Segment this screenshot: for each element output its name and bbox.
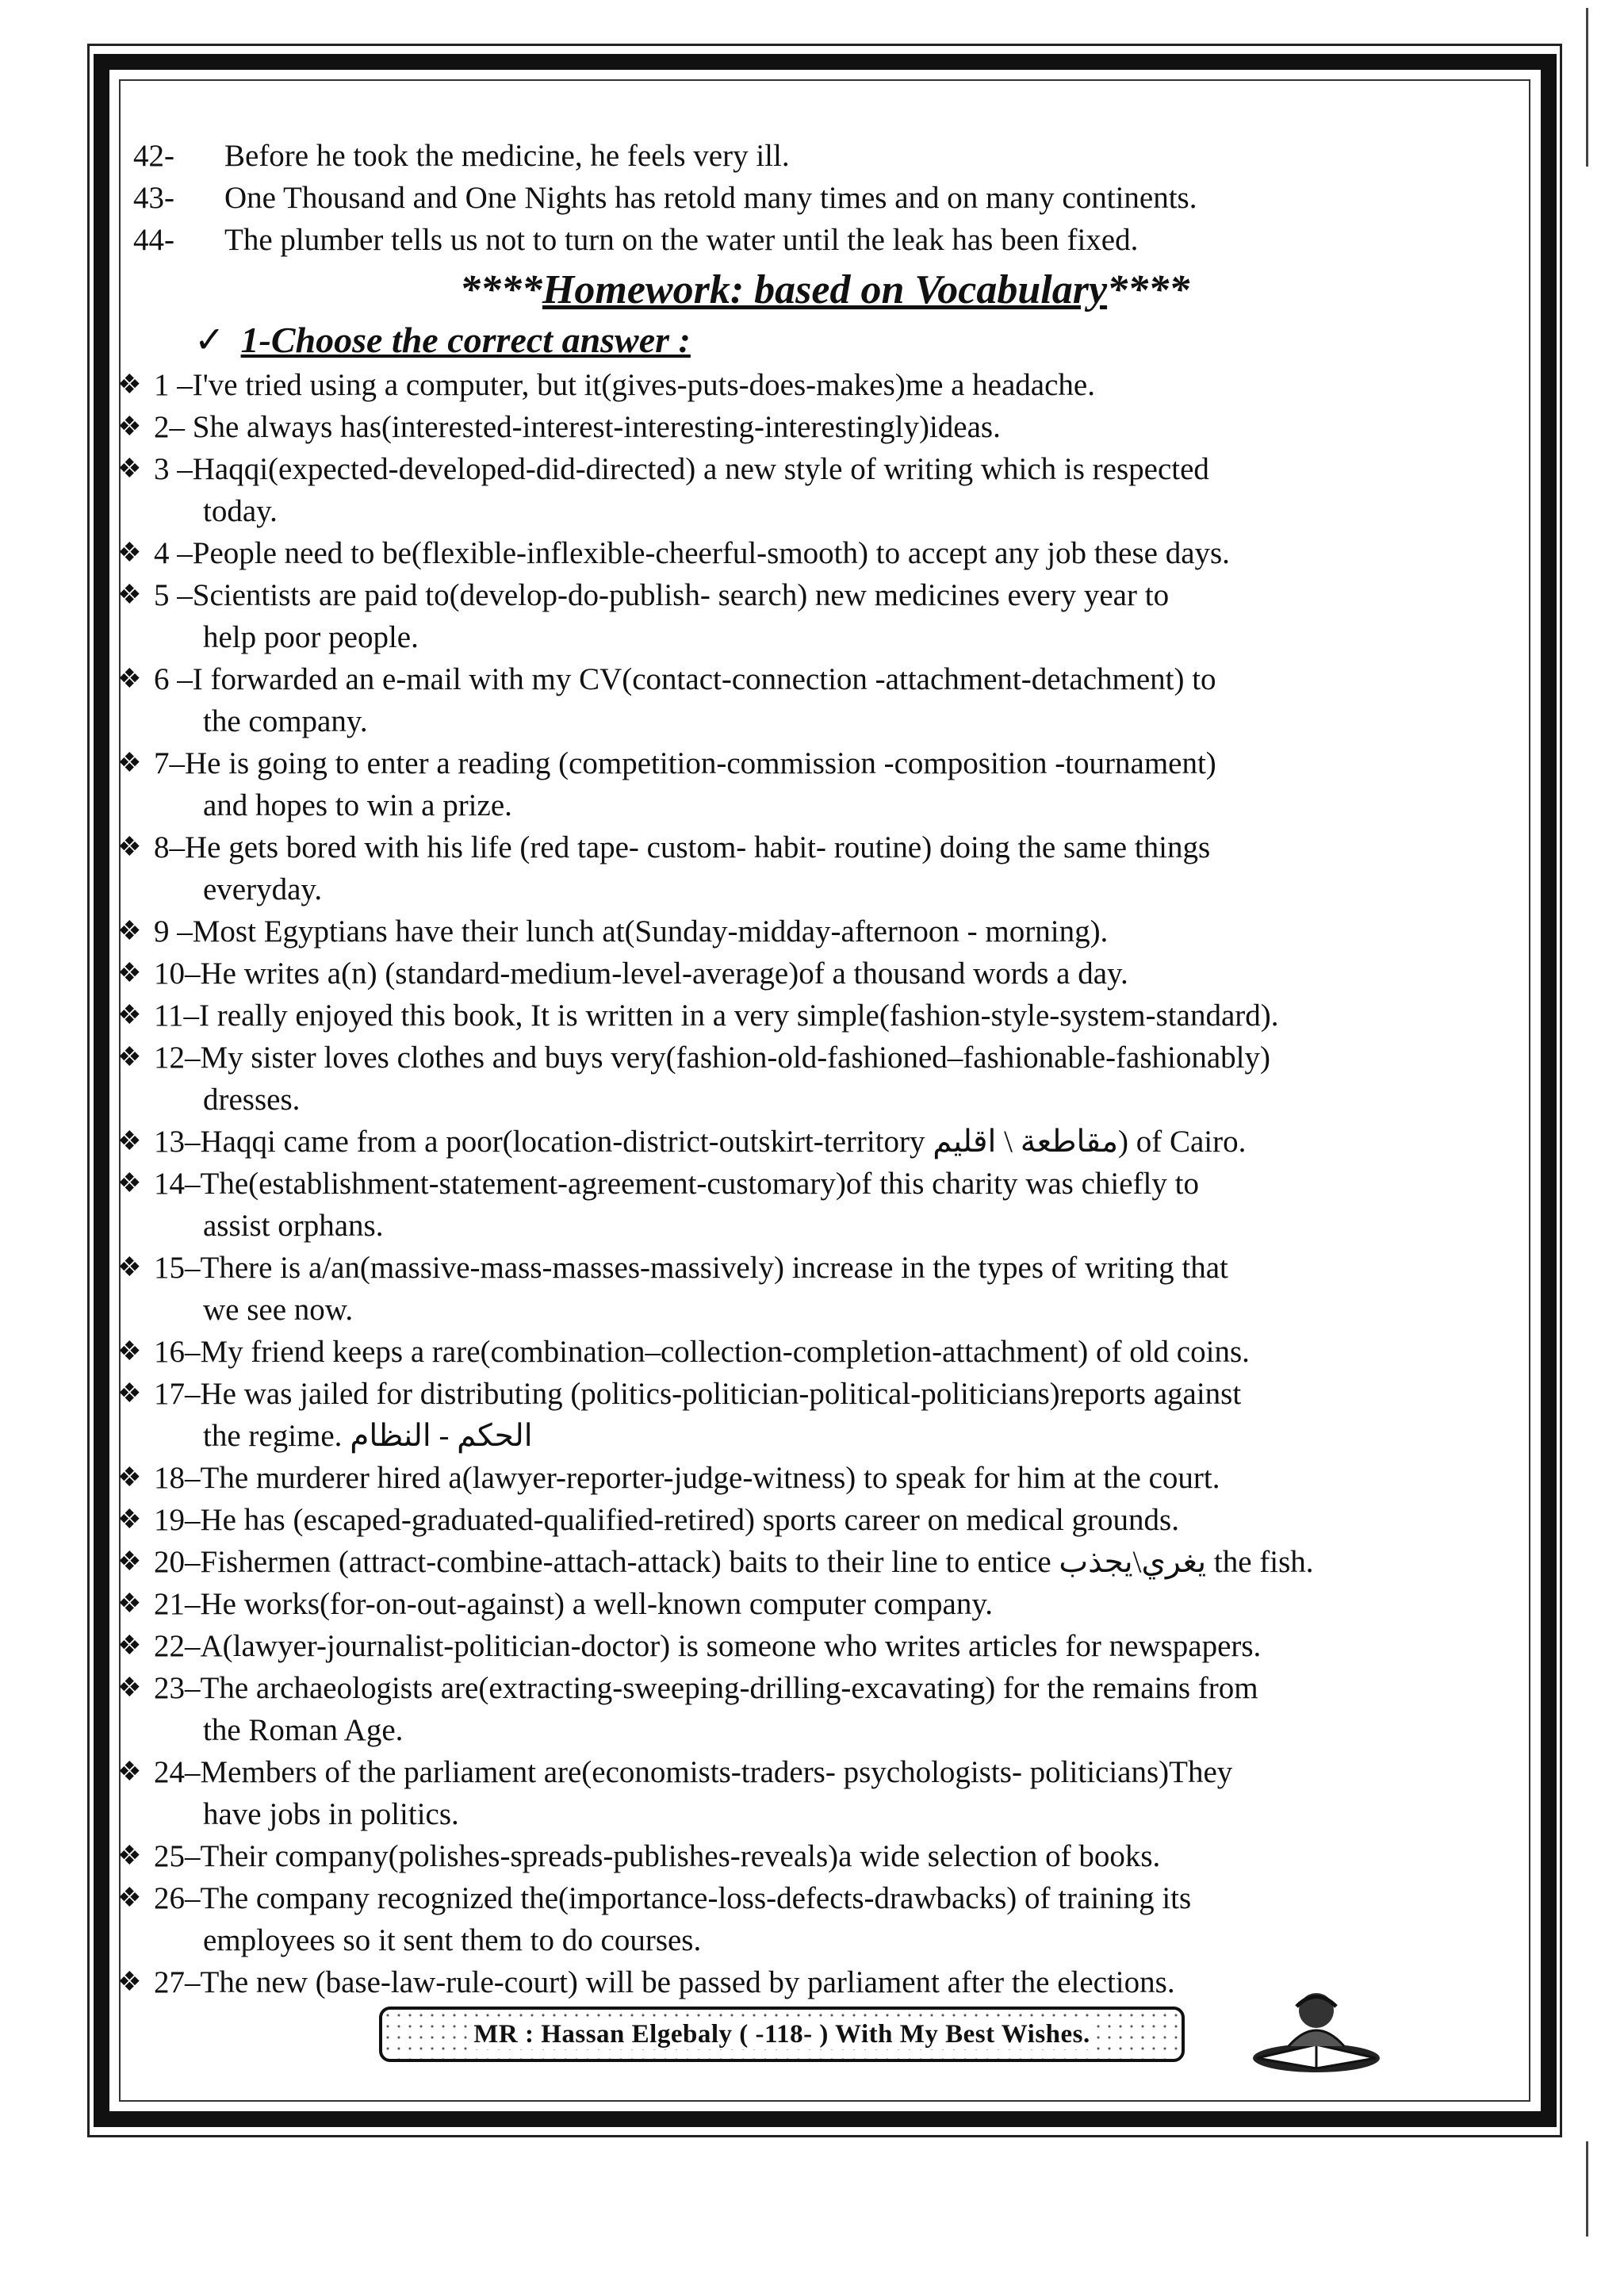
question-line: 26–The company recognized the(importance-loss-defects-drawbacks) of training its — [154, 1881, 1192, 1915]
question-text — [154, 1625, 1530, 1667]
question-item — [117, 826, 1530, 910]
question-continuation: have jobs in politics. — [203, 1797, 459, 1831]
diamond-bullet-icon: ❖ — [117, 454, 142, 484]
diamond-bullet-icon: ❖ — [117, 665, 142, 694]
item-number: 43- — [133, 181, 174, 215]
question-item — [117, 1877, 1530, 1961]
question-text — [154, 532, 1530, 574]
question-continuation: we see now. — [203, 1293, 354, 1327]
question-item — [117, 953, 1530, 995]
question-text — [154, 1877, 1530, 1961]
question-text — [154, 1751, 1530, 1835]
heading-stars-right: **** — [1107, 267, 1190, 312]
checkmark-icon: ✓ — [194, 320, 225, 360]
question-item — [117, 1583, 1530, 1625]
question-text — [154, 995, 1530, 1037]
question-item — [117, 1373, 1530, 1457]
diamond-bullet-icon: ❖ — [117, 1673, 142, 1703]
diamond-bullet-icon: ❖ — [117, 1127, 142, 1156]
diamond-bullet-icon: ❖ — [117, 1043, 142, 1072]
frame-bar-right — [1541, 54, 1557, 2127]
question-text — [154, 1667, 1530, 1751]
question-line: 25–Their company(polishes-spreads-publishes-reveals)a wide selection of books. — [154, 1839, 1161, 1873]
item-text: Before he took the medicine, he feels very ill. — [224, 139, 790, 173]
question-item — [117, 742, 1530, 826]
item-text: The plumber tells us not to turn on the water until the leak has been fixed. — [224, 223, 1139, 257]
section-title: 1-Choose the correct answer : — [240, 320, 691, 360]
question-text — [154, 1583, 1530, 1625]
question-text — [154, 826, 1530, 910]
question-text — [154, 1373, 1530, 1457]
question-item — [117, 1037, 1530, 1121]
list-item — [119, 135, 1530, 177]
heading-title: Homework: based on Vocabulary — [542, 267, 1108, 312]
diamond-bullet-icon: ❖ — [117, 1884, 142, 1913]
section-heading — [119, 316, 1530, 364]
question-item — [117, 910, 1530, 953]
question-text — [154, 910, 1530, 953]
question-line: 20–Fishermen (attract-combine-attach-attack) baits to their line to entice يغري\يجذب the fish. — [154, 1545, 1314, 1579]
question-continuation: assist orphans. — [203, 1209, 384, 1243]
homework-heading — [119, 264, 1530, 316]
numbered-sentences — [119, 135, 1530, 261]
diamond-bullet-icon: ❖ — [117, 581, 142, 610]
question-text — [154, 1121, 1530, 1163]
diamond-bullet-icon: ❖ — [117, 412, 142, 442]
question-line: 18–The murderer hired a(lawyer-reporter-judge-witness) to speak for him at the court. — [154, 1461, 1220, 1495]
question-line: 11–I really enjoyed this book, It is written in a very simple(fashion-style-system-standard). — [154, 999, 1279, 1033]
question-item — [117, 406, 1530, 448]
question-text — [154, 574, 1530, 658]
question-item — [117, 448, 1530, 532]
question-text — [154, 1457, 1530, 1499]
question-continuation: everyday. — [203, 872, 323, 907]
frame-bar-top — [94, 54, 1557, 70]
question-text — [154, 1247, 1530, 1331]
question-line: 24–Members of the parliament are(economists-traders- psychologists- politicians)They — [154, 1755, 1233, 1789]
scan-mark — [1586, 2141, 1588, 2237]
question-line: 7–He is going to enter a reading (competition-commission -composition -tournament) — [154, 746, 1216, 780]
diamond-bullet-icon: ❖ — [117, 1757, 142, 1787]
question-text — [154, 1037, 1530, 1121]
question-text — [154, 953, 1530, 995]
question-continuation: help poor people. — [203, 620, 419, 654]
question-line: 13–Haqqi came from a poor(location-district-outskirt-territory مقاطعة \ اقليم) of Cairo. — [154, 1125, 1247, 1159]
question-item — [117, 1835, 1530, 1877]
question-text — [154, 1835, 1530, 1877]
diamond-bullet-icon: ❖ — [117, 1631, 142, 1661]
diamond-bullet-icon: ❖ — [117, 1463, 142, 1493]
question-line: 5 –Scientists are paid to(develop-do-publish- search) new medicines every year to — [154, 578, 1170, 612]
question-text — [154, 364, 1530, 406]
question-continuation: and hopes to win a prize. — [203, 788, 512, 822]
question-continuation: the Roman Age. — [203, 1713, 404, 1747]
question-continuation: dresses. — [203, 1083, 301, 1117]
question-continuation: the regime. الحكم - النظام — [203, 1419, 533, 1453]
question-text — [154, 1331, 1530, 1373]
question-item — [117, 1625, 1530, 1667]
diamond-bullet-icon: ❖ — [117, 1169, 142, 1198]
question-line: 8–He gets bored with his life (red tape- custom- habit- routine) doing the same things — [154, 830, 1211, 864]
question-item — [117, 1541, 1530, 1583]
reading-figure-logo — [1241, 1983, 1392, 2078]
diamond-bullet-icon: ❖ — [117, 1253, 142, 1282]
question-item — [117, 1457, 1530, 1499]
question-line: 17–He was jailed for distributing (politics-politician-political-politicians)reports against — [154, 1377, 1242, 1411]
question-line: 19–He has (escaped-graduated-qualified-retired) sports career on medical grounds. — [154, 1503, 1179, 1537]
question-line: 22–A(lawyer-journalist-politician-doctor) is someone who writes articles for newspapers. — [154, 1629, 1262, 1663]
question-item — [117, 1121, 1530, 1163]
question-item — [117, 364, 1530, 406]
list-item — [119, 177, 1530, 219]
question-text — [154, 1499, 1530, 1541]
item-number: 42- — [133, 139, 174, 173]
item-text: One Thousand and One Nights has retold many times and on many continents. — [224, 181, 1197, 215]
footer-text: MR : Hassan Elgebaly ( -118- ) With My Best Wishes. — [467, 2020, 1097, 2049]
question-text — [154, 406, 1530, 448]
question-item — [117, 1331, 1530, 1373]
question-line: 15–There is a/an(massive-mass-masses-massively) increase in the types of writing that — [154, 1251, 1228, 1285]
question-line: 21–He works(for-on-out-against) a well-known computer company. — [154, 1587, 994, 1621]
question-text — [154, 1541, 1530, 1583]
question-item — [117, 1247, 1530, 1331]
diamond-bullet-icon: ❖ — [117, 370, 142, 400]
question-line: 6 –I forwarded an e-mail with my CV(contact-connection -attachment-detachment) to — [154, 662, 1216, 696]
question-line: 9 –Most Egyptians have their lunch at(Sunday-midday-afternoon - morning). — [154, 914, 1109, 949]
question-continuation: today. — [203, 494, 278, 528]
question-line: 10–He writes a(n) (standard-medium-level-average)of a thousand words a day. — [154, 956, 1128, 991]
worksheet-content — [119, 135, 1530, 2003]
question-line: 16–My friend keeps a rare(combination–collection-completion-attachment) of old coins. — [154, 1335, 1250, 1369]
diamond-bullet-icon: ❖ — [117, 959, 142, 988]
item-number: 44- — [133, 223, 174, 257]
question-line: 4 –People need to be(flexible-inflexible-cheerful-smooth) to accept any job these days. — [154, 536, 1230, 570]
question-item — [117, 532, 1530, 574]
diamond-bullet-icon: ❖ — [117, 917, 142, 946]
diamond-bullet-icon: ❖ — [117, 1505, 142, 1535]
question-line: 27–The new (base-law-rule-court) will be passed by parliament after the elections. — [154, 1965, 1175, 1999]
question-continuation: employees so it sent them to do courses. — [203, 1923, 702, 1957]
question-item — [117, 574, 1530, 658]
question-text — [154, 658, 1530, 742]
diamond-bullet-icon: ❖ — [117, 1968, 142, 1997]
question-item — [117, 1751, 1530, 1835]
list-item — [119, 219, 1530, 261]
scan-mark — [1586, 8, 1588, 167]
question-line: 2– She always has(interested-interest-interesting-interestingly)ideas. — [154, 410, 1001, 444]
question-continuation: the company. — [203, 704, 368, 738]
diamond-bullet-icon: ❖ — [117, 749, 142, 778]
frame-bar-left — [94, 54, 109, 2127]
heading-stars-left: **** — [459, 267, 542, 312]
question-text — [154, 742, 1530, 826]
diamond-bullet-icon: ❖ — [117, 1589, 142, 1619]
diamond-bullet-icon: ❖ — [117, 1547, 142, 1577]
question-text — [154, 1163, 1530, 1247]
question-line: 3 –Haqqi(expected-developed-did-directed) a new style of writing which is respected — [154, 452, 1209, 486]
question-line: 23–The archaeologists are(extracting-sweeping-drilling-excavating) for the remains from — [154, 1671, 1258, 1705]
question-item — [117, 995, 1530, 1037]
frame-bar-bottom — [94, 2111, 1557, 2127]
question-line: 14–The(establishment-statement-agreement-customary)of this charity was chiefly to — [154, 1167, 1199, 1201]
question-item — [117, 1499, 1530, 1541]
diamond-bullet-icon: ❖ — [117, 1001, 142, 1030]
diamond-bullet-icon: ❖ — [117, 539, 142, 568]
diamond-bullet-icon: ❖ — [117, 1379, 142, 1409]
question-item — [117, 1163, 1530, 1247]
question-list — [119, 364, 1530, 2003]
page-footer — [379, 2007, 1185, 2062]
diamond-bullet-icon: ❖ — [117, 833, 142, 862]
question-item — [117, 1667, 1530, 1751]
diamond-bullet-icon: ❖ — [117, 1842, 142, 1871]
question-line: 12–My sister loves clothes and buys very(fashion-old-fashioned–fashionable-fashionably) — [154, 1041, 1270, 1075]
question-item — [117, 658, 1530, 742]
question-line: 1 –I've tried using a computer, but it(gives-puts-does-makes)me a headache. — [154, 368, 1095, 402]
question-text — [154, 448, 1530, 532]
diamond-bullet-icon: ❖ — [117, 1337, 142, 1366]
